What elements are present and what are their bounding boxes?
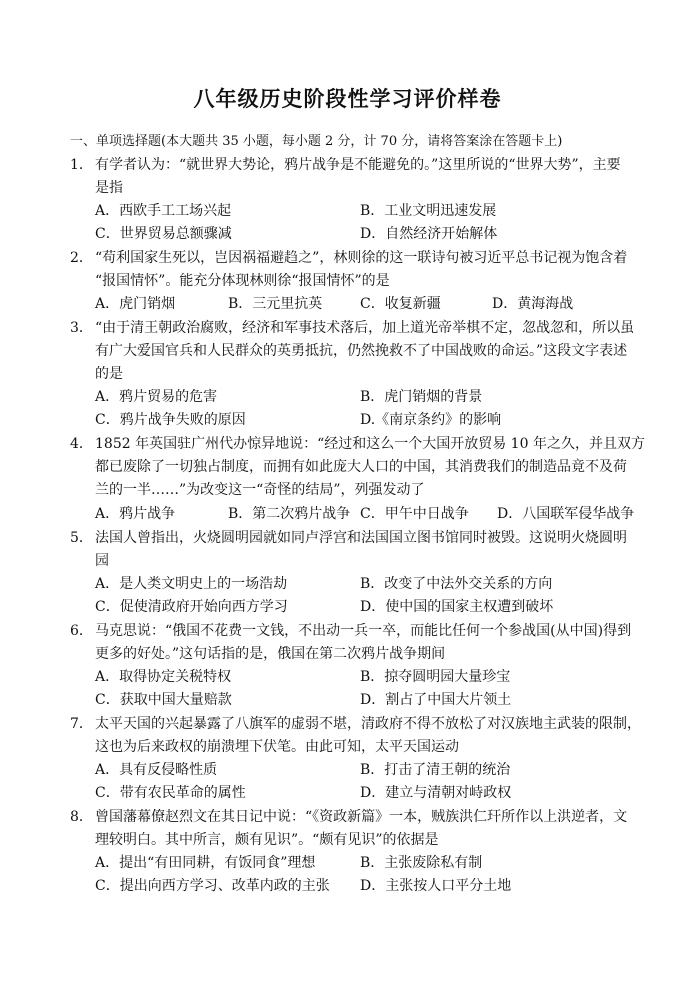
question-text: 有学者认为：“就世界大势论，鸦片战争是不能避免的。”这里所说的“世界大势”，主要 [95, 157, 621, 173]
question-text: 园 [95, 553, 109, 569]
option-d: D．八国联军侵华战争 [497, 506, 635, 522]
option-c: C．带有农民革命的属性 [95, 785, 246, 801]
option-d: D.《南京条约》的影响 [360, 412, 502, 428]
option-c: C．鸦片战争失败的原因 [95, 412, 246, 428]
question-text: “由于清王朝政治腐败，经济和军事技术落后，加上道光帝举棋不定，忽战忽和，所以虽 [95, 320, 635, 336]
option-a: A．虎门销烟 [95, 296, 176, 312]
option-c: C．甲午中日战争 [360, 506, 469, 522]
option-b: B．掠夺圆明园大量珍宝 [360, 669, 511, 685]
question-text: 法国人曾指出，火烧圆明园就如同卢浮宫和法国国立图书馆同时被毁。这说明火烧圆明 [95, 530, 627, 546]
question-number: 8． [70, 809, 93, 825]
option-b: B．虎门销烟的背景 [360, 389, 483, 405]
question-text: 是指 [95, 180, 123, 196]
question-number: 2． [70, 250, 93, 266]
option-d: D．主张按人口平分土地 [360, 878, 512, 894]
question-text: “苟利国家生死以，岂因祸福避趋之”，林则徐的这一联诗句被习近平总书记视为饱含着 [95, 250, 628, 266]
question-text: 有广大爱国官兵和人民群众的英勇抵抗，仍然挽救不了中国战败的命运。”这段文字表述 [95, 343, 628, 359]
option-a: A．具有反侵略性质 [95, 762, 218, 778]
option-b: B．改变了中法外交关系的方向 [360, 576, 553, 592]
option-b: B．第二次鸦片战争 [228, 506, 351, 522]
question-number: 5． [70, 530, 93, 546]
option-b: B．工业文明迅速发展 [360, 203, 497, 219]
question-text: 马克思说：“俄国不花费一文钱，不出动一兵一卒，而能比任何一个参战国(从中国)得到 [95, 623, 632, 639]
option-c: C．获取中国大量赔款 [95, 692, 232, 708]
option-c: C．收复新疆 [360, 296, 441, 312]
question-number: 4． [70, 436, 93, 452]
option-b: B．三元里抗英 [228, 296, 323, 312]
question-text: 太平天国的兴起暴露了八旗军的虚弱不堪，清政府不得不放松了对汉族地主武装的限制， [95, 716, 641, 732]
option-b: B．打击了清王朝的统治 [360, 762, 511, 778]
option-c: C．世界贸易总额骤减 [95, 226, 232, 242]
option-a: A．鸦片战争 [95, 506, 176, 522]
option-a: A．西欧手工工场兴起 [95, 203, 232, 219]
option-d: D．建立与清朝对峙政权 [360, 785, 512, 801]
question-text: 更多的好处。”这句话指的是，俄国在第二次鸦片战争期间 [95, 646, 446, 662]
option-a: A．提出“有田同耕，有饭同食”理想 [95, 855, 316, 871]
option-c: C．促使清政府开始向西方学习 [95, 599, 288, 615]
option-b: B．主张废除私有制 [360, 855, 483, 871]
option-d: D．自然经济开始解体 [360, 226, 498, 242]
question-text: 曾国藩幕僚赵烈文在其日记中说：“《资政新篇》一本，贼族洪仁玕所作以上洪逆者，文 [95, 809, 628, 825]
option-c: C．提出向西方学习、改革内政的主张 [95, 878, 330, 894]
option-d: D．割占了中国大片领土 [360, 692, 512, 708]
question-text: 的是 [95, 366, 123, 382]
question-text: “报国情怀”。能充分体现林则徐“报国情怀”的是 [95, 273, 390, 289]
question-text: 这也为后来政权的崩溃埋下伏笔。由此可知，太平天国运动 [95, 739, 459, 755]
page-title: 八年级历史阶段性学习评价样卷 [193, 86, 502, 111]
question-text: 都已废除了一切独占制度，而拥有如此庞大人口的中国，其消费我们的制造品竟不及荷 [95, 459, 627, 475]
question-number: 7． [70, 716, 93, 732]
question-text: 1852 年英国驻广州代办惊异地说：“经过和这么一个大国开放贸易 10 年之久，并且双方 [95, 436, 645, 452]
option-a: A．是人类文明史上的一场浩劫 [95, 576, 288, 592]
question-number: 1． [70, 157, 93, 173]
option-a: A．鸦片贸易的危害 [95, 389, 218, 405]
option-d: D．使中国的国家主权遭到破坏 [360, 599, 554, 615]
option-a: A．取得协定关税特权 [95, 669, 232, 685]
question-number: 6． [70, 623, 93, 639]
question-text: 理较明白。其中所言，颇有见识”。“颇有见识”的依据是 [95, 832, 439, 848]
section-heading: 一、单项选择题(本大题共 35 小题，每小题 2 分，计 70 分，请将答案涂在答题卡上) [70, 134, 563, 149]
option-d: D．黄海海战 [492, 296, 574, 312]
question-number: 3． [70, 320, 93, 336]
question-text: 兰的一半……”为改变这一“奇怪的结局”，列强发动了 [95, 482, 425, 498]
